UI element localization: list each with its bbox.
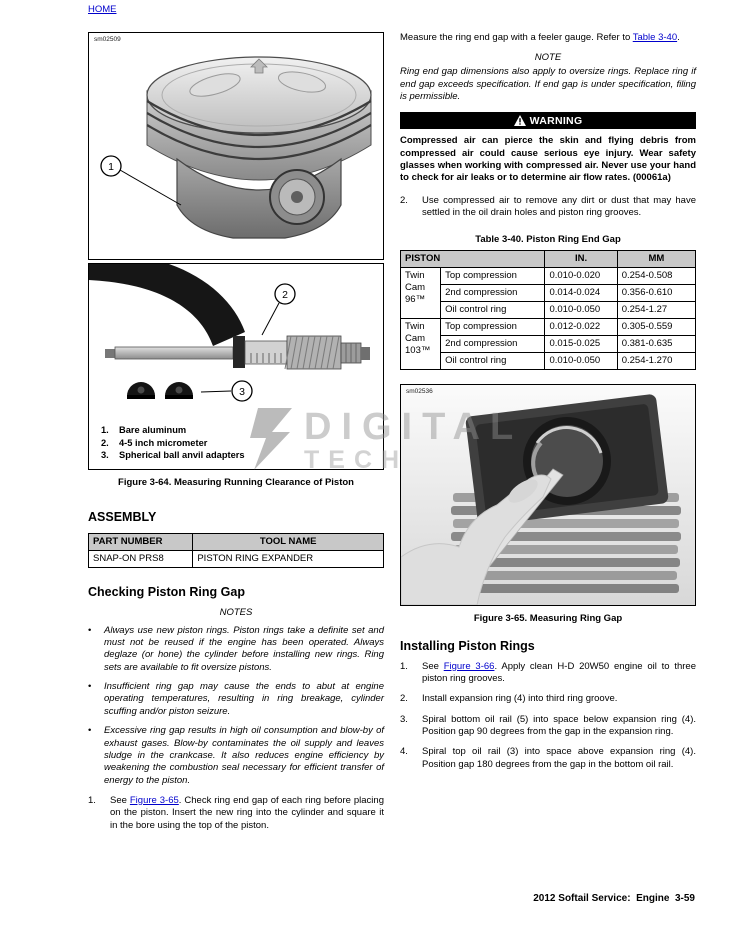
table-row [89,550,384,567]
bullet-item: • Always use new piston rings. Piston rings take a definite set and must not be reused if the engine has been operated. Always deglaze (or hone) the cylinder before installing new rings. Ring sets are available to fit oversize pistons. [88,625,384,674]
step-number: 1. [88,794,96,806]
callout-2 [275,284,295,304]
step-text: Spiral top oil rail (3) into space above expansion ring (4). Position gap 180 degrees from the gap in the bottom oil rail. [422,746,696,770]
figure-3-64-caption: Figure 3-64. Measuring Running Clearance of Piston [118,477,354,488]
note-text: Ring end gap dimensions also apply to oversize rings. Replace ring if end gap exceeds specification. If end gap is under specification, filing is permissible. [400,66,696,103]
col-header-tool-name: TOOL NAME [193,534,384,551]
figure-3-65-caption: Figure 3-65. Measuring Ring Gap [473,612,623,624]
table-3-40-link[interactable]: Table 3-40 [632,32,678,43]
bullet-icon [88,725,104,787]
cell-in-value: 0.010-0.050 [545,302,617,319]
svg-text:3: 3 [239,386,245,398]
cell-ring-type: Top compression [441,318,545,335]
col-header-mm: MM [617,251,695,268]
step-number: 3. [400,713,408,725]
table-row [401,318,696,335]
cell-mm-value: 0.381-0.635 [617,335,695,352]
home-link[interactable]: HOME [88,4,117,15]
col-header-in: IN. [545,251,617,268]
step-number: 4. [400,746,408,758]
step-item [400,693,696,705]
cell-engine-group: Twin Cam 103™ [401,318,441,369]
cell-mm-value: 0.254-1.270 [617,352,695,369]
micrometer-illustration [89,264,383,410]
step-item [400,746,696,771]
step-text: See Figure 3-65. Check ring end gap of each ring before placing on the piston. Insert the new ring into the cylinder and square it in the bore using the top of the piston. [110,794,384,831]
figure-tag: sm02536 [406,387,433,395]
warning-label: WARNING [529,114,583,127]
cell-in-value: 0.014-0.024 [545,285,617,302]
col-header-part-number: PART NUMBER [89,534,193,551]
cell-ring-type: 2nd compression [441,335,545,352]
watermark-text: DIGITAL TECH [304,406,524,474]
bullet-item: • Excessive ring gap results in high oil consumption and blow-by of exhaust gases. Blow-by contaminates the oil supply and leaves sludge in the crankcase. It also reduces engine efficiency by weakening the combustion seal necessary for efficient transfer of energy to the piston. [88,725,384,787]
cell-ring-type: 2nd compression [441,285,545,302]
page-footer: 2012 Softail Service: Engine 3-59 [533,893,695,904]
notes-label: NOTES [219,606,253,618]
installing-heading: Installing Piston Rings [400,638,535,653]
right-column [400,32,696,771]
legend-item: 1. Bare aluminum [101,425,187,436]
warning-banner [400,112,696,129]
legend-item: 3. Spherical ball anvil adapters [101,450,245,461]
cell-part-number: SNAP-ON PRS8 [89,550,193,567]
step-number: 1. [400,660,408,672]
step-text: Spiral bottom oil rail (5) into space below expansion ring (4). Position gap 90 degrees from the gap in the expansion ring. [422,713,696,737]
cell-ring-type: Oil control ring [441,352,545,369]
piston-illustration [89,33,383,259]
intro-paragraph: Measure the ring end gap with a feeler gauge. Refer to Table 3-40. [400,32,680,43]
warning-text: Compressed air can pierce the skin and flying debris from compressed air could cause serious eye injury. Wear safety glasses when working with compressed air. Never use your hand to check for air leaks or to determine air flow rates. (00061a) [400,135,696,184]
cell-in-value: 0.010-0.050 [545,352,617,369]
callout-1 [101,156,121,176]
callout-3 [232,381,252,401]
step-number: 2. [400,693,408,705]
cell-mm-value: 0.356-0.610 [617,285,695,302]
figure-3-65-link[interactable]: Figure 3-65 [129,794,179,806]
figure-piston-box [88,32,384,260]
step-item [400,195,696,220]
table-row [401,302,696,319]
legend-item: 2. 4-5 inch micrometer [101,437,208,448]
step-text: Use compressed air to remove any dirt or dust that may have settled in the oil drain holes and piston ring grooves. [422,194,696,219]
step-item [88,795,384,832]
table-row [401,268,696,285]
table-3-40 [400,250,696,369]
table-3-40-title: Table 3-40. Piston Ring End Gap [475,234,621,246]
figure-legend [101,424,245,462]
checking-heading: Checking Piston Ring Gap [88,584,245,599]
note-label: NOTE [534,52,562,64]
cell-mm-value: 0.305-0.559 [617,318,695,335]
col-header-piston: PISTON [401,251,545,268]
step-text: See Figure 3-66. Apply clean H-D 20W50 engine oil to three piston ring grooves. [422,660,696,684]
figure-tag: sm02509 [94,36,121,43]
step-item [400,714,696,739]
assembly-table [88,533,384,568]
svg-text:1: 1 [108,161,114,173]
table-row [401,335,696,352]
warning-triangle-icon [514,115,526,126]
cell-mm-value: 0.254-1.27 [617,302,695,319]
assembly-heading: ASSEMBLY [88,510,157,524]
bullet-item: • Insufficient ring gap may cause the ends to abut at engine operating temperatures, resulting in ring breakage, cylinder scuffing and/or piston seizure. [88,681,384,718]
figure-3-66-link[interactable]: Figure 3-66 [443,660,495,672]
svg-text:2: 2 [282,289,288,301]
step-item [400,661,696,686]
bullet-icon [88,625,104,674]
step-text: Install expansion ring (4) into third ring groove. [422,693,618,705]
figure-ring-gap-box [400,384,696,606]
bullet-icon [88,681,104,718]
left-column [88,32,384,832]
cell-ring-type: Top compression [441,268,545,285]
cell-in-value: 0.012-0.022 [545,318,617,335]
cell-in-value: 0.015-0.025 [545,335,617,352]
cell-engine-group: Twin Cam 96™ [401,268,441,319]
cell-ring-type: Oil control ring [441,302,545,319]
figure-micrometer-box [88,263,384,470]
table-row [401,352,696,369]
ring-gap-photo [401,385,695,605]
table-row [401,285,696,302]
cell-in-value: 0.010-0.020 [545,268,617,285]
step-number: 2. [400,194,408,206]
cell-tool-name: PISTON RING EXPANDER [193,550,384,567]
cell-mm-value: 0.254-0.508 [617,268,695,285]
